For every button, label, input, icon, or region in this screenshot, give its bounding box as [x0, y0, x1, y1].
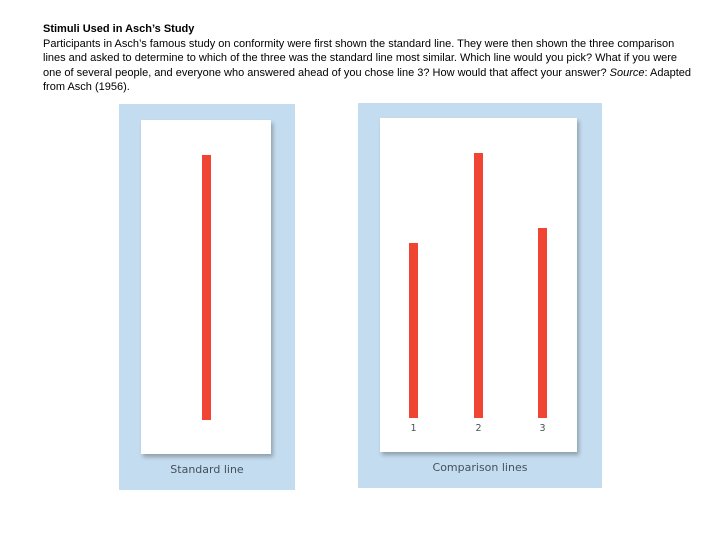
comparison-line-2 [474, 153, 483, 418]
figure-caption [43, 22, 693, 95]
standard-line-label: Standard line [170, 463, 244, 476]
standard-line-panel [119, 104, 295, 490]
standard-line-card [141, 120, 271, 454]
comparison-lines-card [380, 118, 577, 452]
caption-source-label: Source [609, 66, 645, 79]
comparison-line-number-1: 1 [410, 423, 417, 434]
comparison-line-number-2: 2 [475, 423, 482, 434]
comparison-line-3 [538, 228, 547, 418]
caption-title: Stimuli Used in Asch’s Study [43, 23, 195, 35]
standard-line [202, 155, 211, 420]
comparison-line-1 [409, 243, 418, 418]
caption-text: Participants in Asch’s famous study on conformity were first shown the standard line. They were then shown the three comparison lines and asked to determine to which of the three was the standard line most similar. Which line would you pick? What if you were one of several people, and everyone who answered ahead of you chose line 3? How would that affect your answer? [43, 37, 678, 79]
comparison-lines-label: Comparison lines [432, 461, 528, 474]
comparison-line-number-3: 3 [539, 423, 546, 434]
caption-source-text: : Adapted from Asch (1956). [43, 66, 692, 93]
comparison-lines-panel [358, 103, 602, 488]
caption-body [43, 37, 693, 95]
